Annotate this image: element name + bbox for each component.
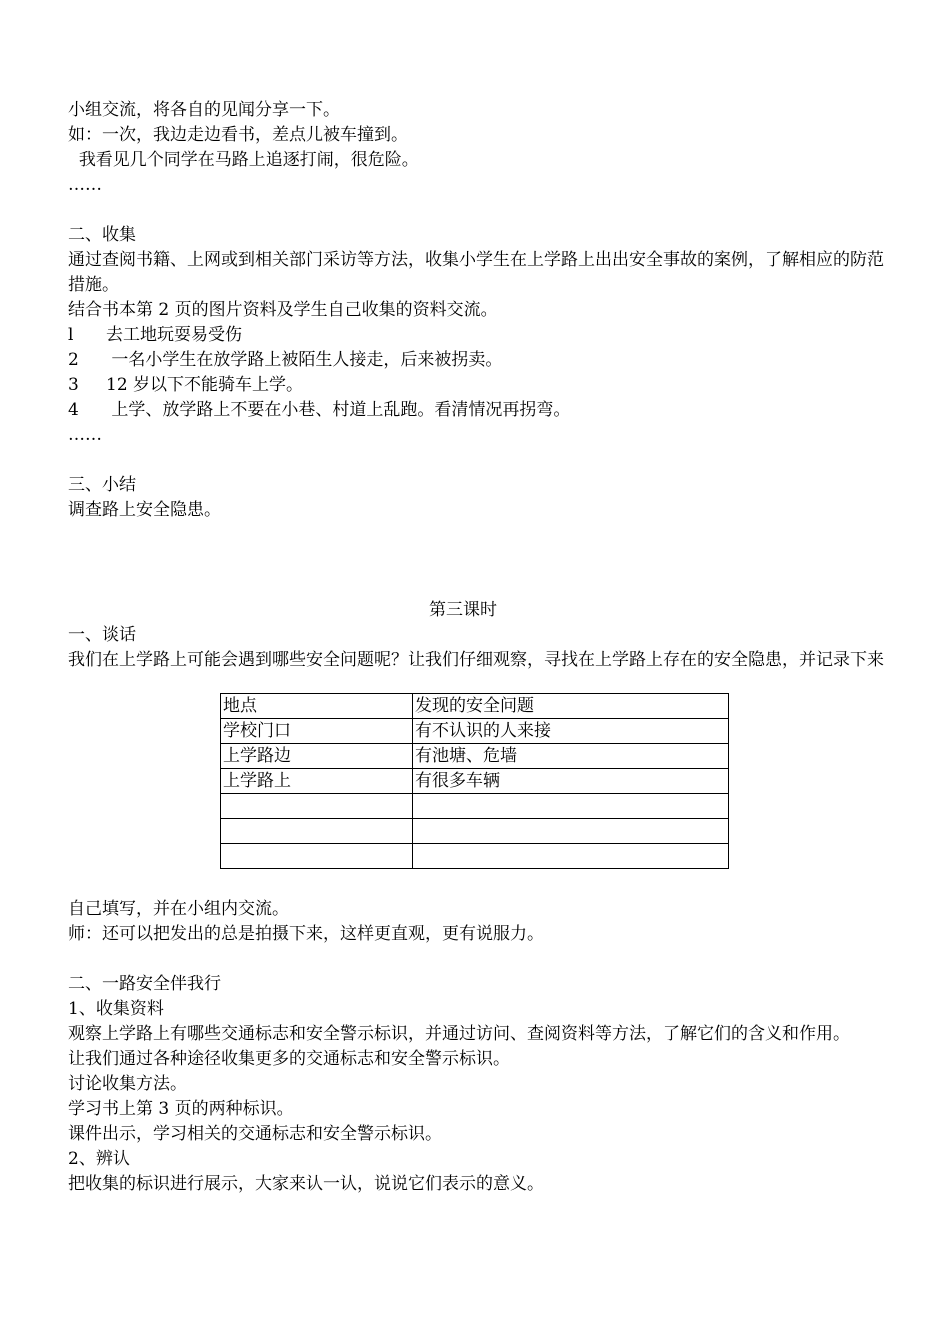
table-cell: 上学路上 [221, 769, 413, 794]
paragraph-example-2: 我看见几个同学在马路上追逐打闹，很危险。 [68, 150, 419, 170]
paragraph-fill-in: 自己填写，并在小组内交流。 [68, 899, 289, 919]
paragraph-courseware: 课件出示，学习相关的交通标志和安全警示标识。 [68, 1124, 442, 1144]
paragraph-display-signs: 把收集的标识进行展示，大家来认一认，说说它们表示的意义。 [68, 1174, 544, 1194]
paragraph-group-share: 小组交流，将各自的见闻分享一下。 [68, 100, 340, 120]
list-item-text: 上学、放学路上不要在小巷、村道上乱跑。看清情况再拐弯。 [106, 400, 571, 420]
paragraph-learn-signs: 学习书上第 3 页的两种标识。 [68, 1099, 294, 1119]
paragraph-summary: 调查路上安全隐患。 [68, 500, 221, 520]
table-row [221, 794, 729, 819]
table-cell [413, 819, 729, 844]
table-cell: 学校门口 [221, 719, 413, 744]
document-page [68, 98, 888, 1197]
table-header-cell: 地点 [221, 694, 413, 719]
list-item [68, 373, 888, 398]
list-item-number: 2 [68, 350, 79, 370]
table-row [221, 719, 729, 744]
paragraph-collect-intro: 通过查阅书籍、上网或到相关部门采访等方法，收集小学生在上学路上出出安全事故的案例，了解相应的防范措施。 [68, 250, 884, 295]
section-heading-talk: 一、谈话 [68, 625, 136, 645]
table-cell: 有池塘、危墙 [413, 744, 729, 769]
blank-line [68, 947, 888, 972]
section-heading-summary: 三、小结 [68, 475, 136, 495]
paragraph-talk: 我们在上学路上可能会遇到哪些安全问题呢？让我们仔细观察，寻找在上学路上存在的安全隐患，并记录下来 [68, 650, 884, 670]
table-row [221, 769, 729, 794]
ellipsis: …… [68, 425, 102, 445]
paragraph-combine: 结合书本第 2 页的图片资料及学生自己收集的资料交流。 [68, 300, 498, 320]
subheading-identify: 2、辨认 [68, 1149, 130, 1169]
list-item-number: 4 [68, 400, 79, 420]
table-cell [221, 819, 413, 844]
table-header-row [221, 694, 729, 719]
paragraph-teacher-note: 师：还可以把发出的总是拍摄下来，这样更直观，更有说服力。 [68, 924, 544, 944]
paragraph-example-1: 如：一次，我边走边看书，差点儿被车撞到。 [68, 125, 408, 145]
blank-line [68, 573, 888, 598]
table-row [221, 819, 729, 844]
subheading-collect-materials: 1、收集资料 [68, 999, 164, 1019]
blank-line [68, 198, 888, 223]
ellipsis: …… [68, 175, 102, 195]
list-item-number: l [68, 325, 74, 345]
table-row [221, 844, 729, 869]
blank-line [68, 448, 888, 473]
table-cell [221, 794, 413, 819]
list-item-number: 3 [68, 375, 79, 395]
paragraph-discuss: 讨论收集方法。 [68, 1074, 187, 1094]
blank-line [68, 548, 888, 573]
lesson-title: 第三课时 [429, 600, 497, 620]
table-header-cell: 发现的安全问题 [413, 694, 729, 719]
table-cell: 有很多车辆 [413, 769, 729, 794]
table-cell [221, 844, 413, 869]
table-row [221, 744, 729, 769]
table-cell: 上学路边 [221, 744, 413, 769]
section-heading-collect: 二、收集 [68, 225, 136, 245]
table-cell [413, 794, 729, 819]
section-heading-safety-road: 二、一路安全伴我行 [68, 974, 221, 994]
list-item-text: 一名小学生在放学路上被陌生人接走，后来被拐卖。 [106, 350, 503, 370]
list-item-text: 去工地玩耍易受伤 [106, 325, 242, 345]
list-item [68, 398, 888, 423]
list-item-text: 12 岁以下不能骑车上学。 [106, 375, 304, 395]
table-cell [413, 844, 729, 869]
list-item [68, 323, 888, 348]
paragraph-collect-more: 让我们通过各种途径收集更多的交通标志和安全警示标识。 [68, 1049, 510, 1069]
table-cell: 有不认识的人来接 [413, 719, 729, 744]
paragraph-observe-signs: 观察上学路上有哪些交通标志和安全警示标识，并通过访问、查阅资料等方法，了解它们的含义和作用。 [68, 1024, 850, 1044]
list-item [68, 348, 888, 373]
blank-line [68, 523, 888, 548]
safety-survey-table [220, 693, 729, 869]
